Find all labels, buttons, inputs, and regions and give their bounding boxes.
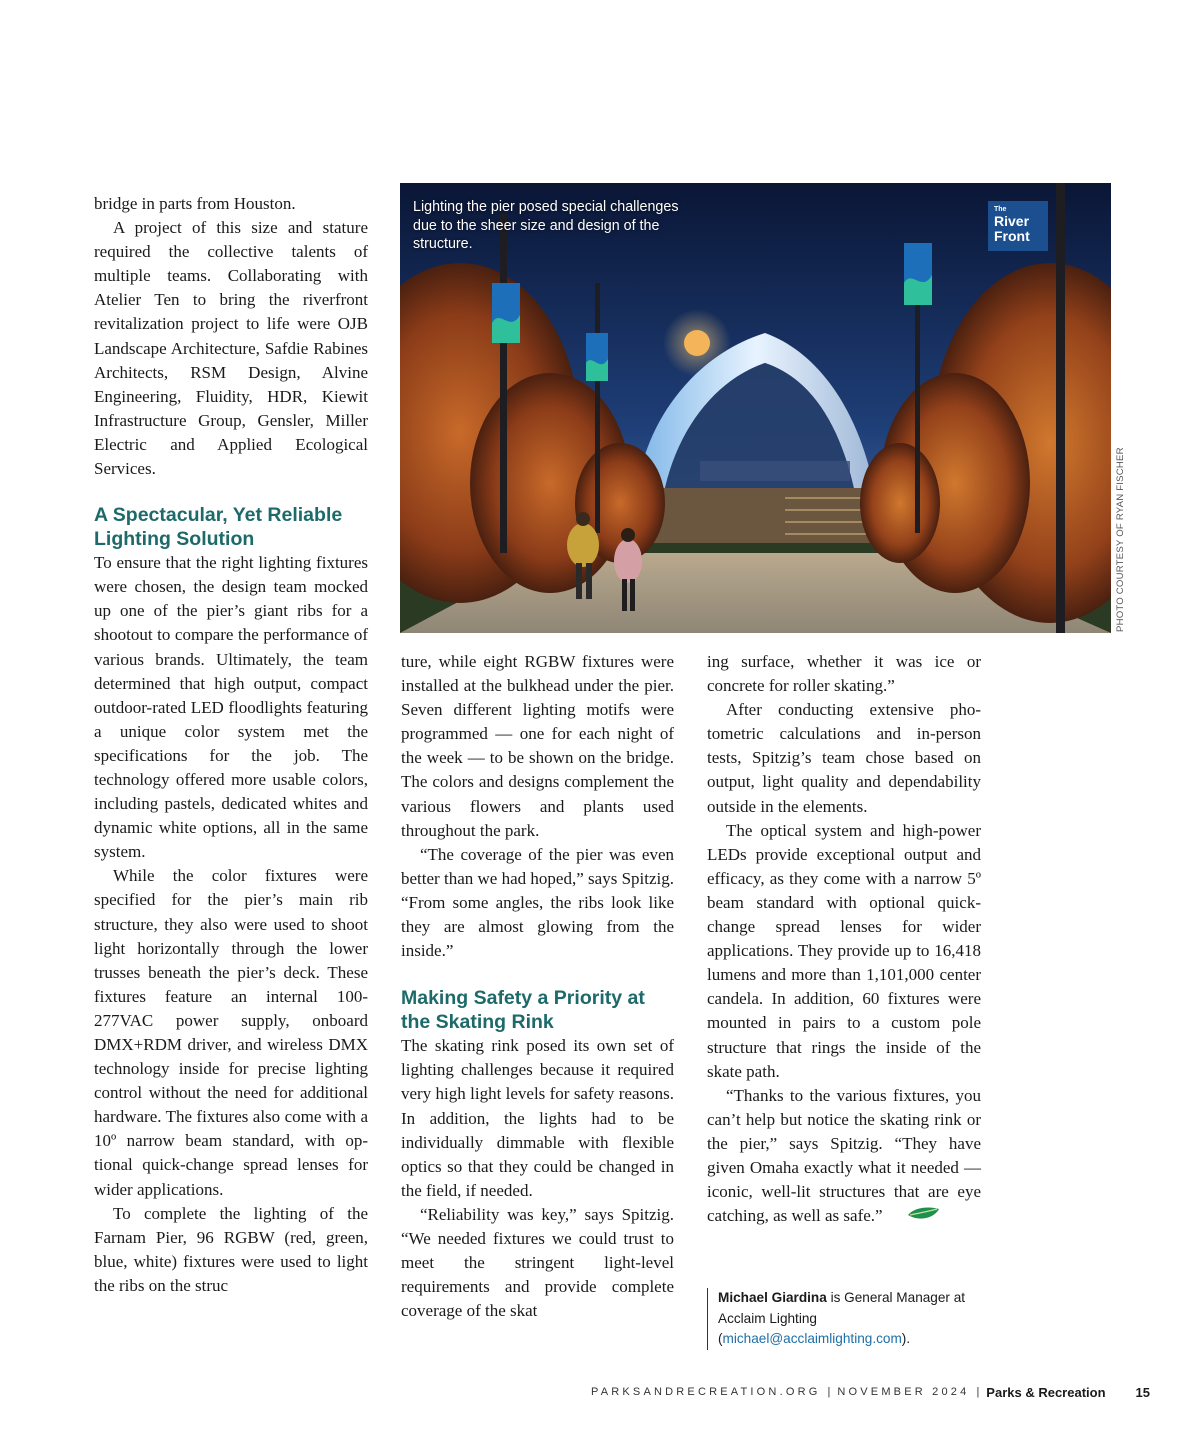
section-heading-lighting-solution: A Spectacular, Yet Reliable Lighting Solution xyxy=(94,504,343,551)
sign-text-river: River xyxy=(994,213,1030,229)
article-column-1 xyxy=(94,192,368,1298)
paragraph: The skating rink posed its own set of lighting challenges because it required very high light levels for safety reasons. In addition, the lights had to be individually dimmable with flexible optics so that they could be changed in the field, if needed. xyxy=(401,1036,674,1200)
photo-caption: Lighting the pier posed special challenges due to the sheer size and design of the structure. xyxy=(413,199,679,252)
footer-site: PARKSANDRECREATION.ORG xyxy=(590,1386,821,1398)
pier-photo xyxy=(400,183,1111,633)
paragraph: A project of this size and stature required the collective talents of multiple teams. Collaborating with Atelier Ten to bring the riverfront revitalization project to life were OJB Landscape Architecture, Safdie Rabines Architects, RSM Design, Alvine Engineering, Fluidity, HDR, Kiewit Infrastructure Group, Gensler, Miller Electric and Applied Ecological Services. xyxy=(94,218,368,479)
bio-text: is General Manager at Acclaim Lighting ( xyxy=(718,1290,966,1346)
author-bio xyxy=(707,1288,1003,1350)
bio-text-end: ). xyxy=(901,1331,911,1346)
paragraph: ture, while eight RGBW fixtures were installed at the bulkhead under the pier. Seven different lighting motifs were programmed — one for each night of the week — to be shown on the bridge. The colors and designs complement the various flowers and plants used throughout the park. xyxy=(401,652,674,840)
paragraph: To complete the lighting of the Farnam Pier, 96 RGBW (red, green, blue, white) fixtures were used to light the ribs on the struc xyxy=(94,1203,368,1295)
closing-quote: “Thanks to the various fixtures, you can’t help but notice the skating rink or the pier,” says Spitzig. “They have given Omaha exactly what it needed — iconic, well-lit structures that are eye catching, as well as safe.” xyxy=(707,1085,981,1226)
leaf-icon xyxy=(887,1205,940,1229)
footer-separator: | xyxy=(976,1386,980,1398)
paragraph: While the color fixtures were specified for the pier’s main rib structure, they also were used to shoot light horizontally through the lower trusses beneath the pier’s deck. These fixtures feature an internal 100-277VAC power supply, onboard DMX+RDM driver, and wireless DMX technology inside for precise lighting control without the need for additional hardware. The fixtures also come with a 10º narrow beam standard, with optional quick-change spread lenses for wider applications. xyxy=(94,866,368,1199)
paragraph: To ensure that the right lighting fixtures were chosen, the design team mocked up one of the pier’s giant ribs for a shootout to compare the performance of various brands. Ultimately, the team determined that high output, compact outdoor-rated LED floodlights featuring a unique color system met the specifications for the job. The technology offered more usable colors, including pastels, dedicated whites and dynamic white options, all in the same system. xyxy=(94,553,368,862)
page-number: 15 xyxy=(1135,1384,1150,1400)
paragraph: The optical system and high-power LEDs provide exceptional output and efficacy, as they come with a narrow 5º beam standard with optional quick-change spread lenses for wider applications. They provide up to 16,418 lumens and more than 1,101,000 center candela. In addition, 60 fixtures were mounted in pairs to a custom pole structure that rings the inside of the skate path. xyxy=(707,820,981,1081)
footer-date: NOVEMBER 2024 xyxy=(837,1386,970,1398)
paragraph: “Reliability was key,” says Spitzig. “We needed fixtures we could trust to meet the stringent light-level requirements and provide complete coverage of the skat xyxy=(401,1204,674,1321)
paragraph xyxy=(707,1084,981,1230)
article-column-2 xyxy=(401,650,674,1323)
article-column-3 xyxy=(707,650,981,1229)
sign-text-the: The xyxy=(994,206,1007,213)
paragraph: ing surface, whether it was ice or concrete for roller skating.” xyxy=(707,652,981,696)
paragraph: bridge in parts from Houston. xyxy=(94,194,296,213)
section-heading-safety: Making Safety a Priority at the Skating Rink xyxy=(401,987,645,1034)
footer-magazine: Parks & Recreation xyxy=(986,1384,1106,1400)
sign-text-front: Front xyxy=(994,228,1030,244)
footer-separator: | xyxy=(827,1386,831,1398)
photo-credit: PHOTO COURTESY OF RYAN FISCHER xyxy=(1115,447,1126,632)
paragraph: “The coverage of the pier was even better than we had hoped,” says Spitzig. “From some angles, the ribs look like they are almost glowing from the inside.” xyxy=(401,844,674,961)
page-footer xyxy=(591,1384,1150,1400)
paragraph: After conducting extensive photometric calculations and in-person tests, Spitzig’s team chose based on output, light quality and dependability outside in the elements. xyxy=(707,700,981,816)
author-name: Michael Giardina xyxy=(718,1290,827,1305)
author-email-link[interactable]: michael@acclaimlighting.com xyxy=(722,1331,902,1346)
